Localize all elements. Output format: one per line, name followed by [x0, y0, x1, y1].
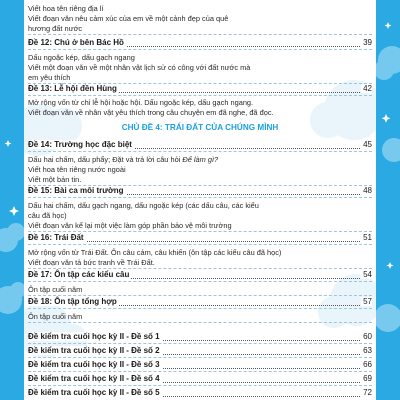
separator	[28, 95, 372, 96]
entry-title: Đề kiểm tra cuối học kỳ II - Đề số 4	[28, 374, 160, 383]
toc-desc-line: em yêu thích	[28, 73, 71, 82]
toc-desc-line	[28, 155, 372, 164]
separator	[28, 308, 372, 309]
entry-title: Đề 17: Ôn tập các kiểu câu	[28, 270, 130, 279]
separator	[28, 295, 372, 296]
toc-entry-test-3[interactable]	[28, 360, 372, 370]
separator	[28, 268, 372, 269]
desc-text: Dấu hai chấm, dấu phẩy; Đặt và trả lời câu hỏi	[28, 155, 183, 164]
page-number: 69	[363, 374, 372, 383]
toc-desc-line: Viết một đoạn văn về một nhân vật lịch sử có công với đất nước mà	[28, 63, 251, 72]
entry-title: Đề kiểm tra cuối học kỳ II - Đề số 1	[28, 332, 160, 341]
page-number: 39	[363, 38, 372, 47]
toc-entry-test-5[interactable]	[28, 388, 372, 398]
toc-desc-line: Viết hoa tên riêng nước ngoài	[28, 165, 126, 174]
toc-entry-lesson-17[interactable]	[28, 270, 372, 280]
separator	[28, 49, 372, 50]
toc-entry-test-4[interactable]	[28, 374, 372, 384]
star-icon	[382, 114, 391, 123]
entry-title: Đề 14: Trường học đặc biệt	[28, 140, 132, 149]
page-number: 42	[363, 84, 372, 93]
star-icon	[385, 22, 392, 29]
star-icon	[387, 262, 394, 269]
entry-title: Đề 18: Ôn tập tổng hợp	[28, 297, 117, 306]
separator	[28, 343, 372, 344]
separator	[28, 151, 372, 152]
page-number: 60	[363, 332, 372, 341]
toc-desc-line: câu đã học)	[28, 211, 67, 220]
separator	[28, 281, 372, 282]
separator	[28, 357, 372, 358]
toc-desc-line: Viết hoa tên riêng địa lí	[28, 4, 104, 13]
toc-entry-test-1[interactable]	[28, 332, 372, 342]
entry-title: Đề kiểm tra cuối học kỳ II - Đề số 3	[28, 360, 160, 369]
toc-entry-test-2[interactable]	[28, 346, 372, 356]
page-number: 57	[363, 297, 372, 306]
page-number: 54	[363, 270, 372, 279]
entry-title: Đề 13: Lễ hội đền Hùng	[28, 84, 117, 93]
toc-entry-lesson-12[interactable]	[28, 38, 372, 48]
toc-desc-line: Viết đoạn văn nêu cảm xúc của em về một cảnh đẹp của quê	[28, 14, 229, 23]
separator	[28, 371, 372, 372]
toc-desc-line: Ôn tập cuối năm	[28, 312, 83, 321]
toc-desc-line: Dấu hai chấm, dấu gạch ngang, dấu ngoặc kép (các dấu câu, các kiểu	[28, 201, 259, 210]
toc-desc-line: Viết đoạn văn về nhân vật yêu thích trong câu chuyện em đã nghe, đã đọc.	[28, 108, 274, 117]
page-number: 48	[363, 186, 372, 195]
entry-title: Đề 15: Bài ca môi trường	[28, 186, 124, 195]
toc-desc-line: Dấu ngoặc kép, dấu gạch ngang	[28, 53, 135, 62]
toc-desc-line: Mở rộng vốn từ Trái Đất. Ôn câu cảm, câu khiến (ôn tập các kiểu câu đã học)	[28, 248, 282, 257]
toc-desc-line: Viết đoạn văn tả bức tranh về Trái Đất.	[28, 258, 155, 267]
toc-entry-lesson-13[interactable]	[28, 84, 372, 94]
separator	[28, 322, 372, 323]
page-number: 51	[363, 233, 372, 242]
entry-title: Đề 12: Chú ở bên Bác Hồ	[28, 38, 124, 47]
topic-heading: CHỦ ĐỀ 4: TRÁI ĐẤT CỦA CHÚNG MÌNH	[121, 123, 279, 132]
entry-title: Đề 16: Trái Đất	[28, 233, 84, 242]
page-number: 45	[363, 140, 372, 149]
table-of-contents-page	[24, 0, 376, 400]
entry-title: Đề kiểm tra cuối học kỳ II - Đề số 5	[28, 388, 160, 397]
toc-entry-lesson-14[interactable]	[28, 140, 372, 150]
separator	[28, 244, 372, 245]
question-text: Để làm gì?	[182, 155, 219, 164]
star-icon	[5, 140, 12, 147]
toc-desc-line: Mở rộng vốn từ chỉ lễ hội hoặc hội. Dấu ngoặc kép, dấu gạch ngang.	[28, 98, 254, 107]
page-number: 66	[363, 360, 372, 369]
separator	[28, 197, 372, 198]
toc-desc-line: Viết một bản tin.	[28, 175, 82, 184]
page-number: 63	[363, 346, 372, 355]
toc-entry-lesson-15[interactable]	[28, 186, 372, 196]
entry-title: Đề kiểm tra cuối học kỳ II - Đề số 2	[28, 346, 160, 355]
toc-entry-lesson-16[interactable]	[28, 233, 372, 243]
toc-entry-lesson-18[interactable]	[28, 297, 372, 307]
toc-desc-line: Ôn tập cuối năm	[28, 285, 83, 294]
star-icon	[9, 206, 19, 216]
separator	[28, 385, 372, 386]
toc-desc-line: Viết đoạn văn kể lại một việc làm góp phần bảo vệ môi trường	[28, 221, 232, 230]
toc-desc-line: hương đất nước	[28, 24, 83, 33]
page-number: 72	[363, 388, 372, 397]
separator	[28, 34, 372, 35]
separator	[28, 231, 372, 232]
